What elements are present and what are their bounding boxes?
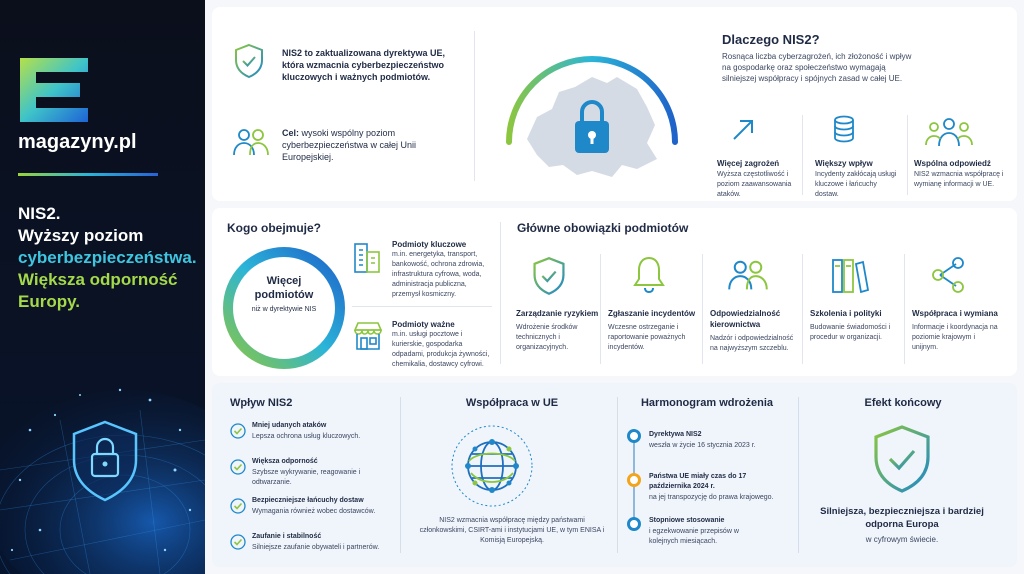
duty-text-1: Wdrożenie środków technicznych i organizacyjnych.	[516, 324, 578, 351]
magazyny-logo	[18, 56, 90, 124]
impact-item-text: Silniejsze zaufanie obywateli i partnerów.	[252, 544, 380, 551]
entity-title-2: Podmioty ważne	[392, 320, 455, 329]
share-icon	[930, 256, 966, 294]
timeline-item-title: Dyrektywa NIS2	[649, 431, 702, 438]
why-item-text-1: Wyższa częstotliwość i poziom zaawansowania ataków.	[717, 171, 792, 198]
headline-line-1: NIS2.	[18, 204, 61, 223]
divider	[798, 397, 799, 553]
divider	[617, 397, 618, 553]
impact-item	[230, 496, 390, 532]
duty-title-4: Szkolenia i polityki	[810, 309, 882, 318]
globe-network-icon	[449, 423, 535, 509]
impact-card	[212, 383, 1017, 567]
duty-text-4: Budowanie świadomości i procedur w organizacji.	[810, 324, 891, 341]
duties-title: Główne obowiązki podmiotów	[517, 221, 689, 235]
impact-list	[230, 421, 390, 562]
headline	[18, 203, 197, 313]
impact-item-title: Mniej udanych ataków	[252, 422, 327, 429]
effect-title: Efekt końcowy	[864, 397, 942, 409]
impact-item	[230, 457, 390, 496]
why-item-title-2: Większy wpływ	[815, 159, 873, 168]
bell-icon	[632, 254, 666, 294]
books-icon	[830, 256, 870, 296]
shield-check-icon	[870, 423, 934, 495]
database-icon	[832, 115, 856, 143]
left-panel	[0, 0, 205, 574]
glowing-globe-lock-illustration	[0, 360, 205, 574]
headline-line-2: Wyższy poziom	[18, 226, 144, 245]
why-item-text-3: NIS2 wzmacnia współpracę i wymianę informacji w UE.	[914, 171, 1004, 188]
timeline-item-title: Stopniowe stosowanie	[649, 517, 725, 524]
ring-title: Więcej podmiotów	[254, 275, 314, 301]
divider	[802, 115, 803, 195]
divider	[904, 254, 905, 364]
buildings-icon	[352, 238, 382, 274]
entity-text-2: m.in. usługi pocztowe i kurierskie, gospodarka odpadami, produkcja żywności, chemikalia, dostawcy cyfrowi.	[392, 331, 490, 368]
impact-title: Wpływ NIS2	[230, 397, 293, 409]
brand-underline	[18, 173, 158, 176]
why-item-title-3: Wspólna odpowiedź	[914, 159, 991, 168]
people-icon	[727, 258, 769, 292]
duty-title-5: Współpraca i wymiana	[912, 309, 998, 318]
coop-text: NIS2 wzmacnia współpracę między państwami członkowskimi, CSIRT-ami i instytucjami UE, w tym ENISA i Komisją Europejską.	[419, 517, 605, 544]
intro-goal-label: Cel:	[282, 128, 300, 138]
timeline-dot	[627, 473, 641, 487]
divider	[474, 31, 475, 181]
why-item-text-2: Incydenty zakłócają usługi kluczowe i łańcuchy dostaw.	[815, 171, 897, 198]
divider	[802, 254, 803, 364]
check-circle-icon	[230, 423, 246, 439]
why-item-title-1: Więcej zagrożeń	[717, 159, 780, 168]
headline-line-5: Europy.	[18, 292, 81, 311]
intro-text-2	[282, 127, 460, 163]
timeline-item-title: Państwa UE miały czas do 17 października 2024 r.	[649, 473, 747, 490]
timeline-item-text: na jej transpozycję do prawa krajowego.	[649, 494, 774, 501]
divider	[702, 254, 703, 364]
duty-title-3: Odpowiedzialność kierownictwa	[710, 309, 781, 329]
headline-line-4: Większa odporność	[18, 270, 178, 289]
impact-item-text: Lepsza ochrona usług kluczowych.	[252, 433, 361, 440]
ring-subtitle: niż w dyrektywie NIS	[251, 306, 317, 313]
impact-item-text: Wymagania również wobec dostawców.	[252, 508, 376, 515]
divider	[400, 397, 401, 553]
divider	[500, 222, 501, 364]
impact-item-title: Zaufanie i stabilność	[252, 533, 322, 540]
check-circle-icon	[230, 459, 246, 475]
why-text: Rosnąca liczba cyberzagrożeń, ich złożoność i wpływ na gospodarkę oraz społeczeństwo wymagają silniejszej współpracy i spójnych zasad w całej UE.	[722, 52, 912, 83]
intro-goal-text: wysoki wspólny poziom cyberbezpieczeństwa w całej Unii Europejskiej.	[282, 128, 417, 162]
coop-title: Współpraca w UE	[465, 397, 559, 409]
people-icon	[232, 127, 270, 157]
intro-card	[212, 7, 1017, 201]
timeline-item-text: weszła w życie 16 stycznia 2023 r.	[649, 442, 756, 449]
group-icon	[924, 117, 974, 147]
brand-name: magazyny.pl	[18, 131, 137, 153]
why-title: Dlaczego NIS2?	[722, 32, 820, 47]
scope-duties-card	[212, 208, 1017, 376]
timeline-dot	[627, 429, 641, 443]
impact-item	[230, 532, 390, 562]
entity-text-1: m.in. energetyka, transport, bankowość, ochrona zdrowia, infrastruktura cyfrowa, woda, administracja publiczna, przemysł kosmiczny.	[392, 251, 485, 298]
shield-check-icon	[532, 256, 566, 296]
shield-check-icon	[234, 43, 264, 79]
duty-text-5: Informacje i koordynacja na poziomie krajowym i unijnym.	[912, 324, 998, 351]
check-circle-icon	[230, 534, 246, 550]
divider	[352, 306, 492, 307]
effect-headline: Silniejsza, bezpieczniejsza i bardziej odporna Europa	[820, 506, 984, 530]
impact-item-title: Bezpieczniejsze łańcuchy dostaw	[252, 497, 364, 504]
timeline-title: Harmonogram wdrożenia	[640, 397, 774, 409]
ring-label	[232, 274, 336, 315]
timeline-item-text: i egzekwowanie przepisów w kolejnych miesiącach.	[649, 528, 739, 545]
effect-text: w cyfrowym świecie.	[865, 535, 939, 544]
impact-item-text: Szybsze wykrywanie, reagowanie i odtwarzanie.	[252, 469, 361, 486]
impact-item	[230, 421, 390, 457]
duty-text-3: Nadzór i odpowiedzialność na najwyższym szczeblu.	[710, 335, 794, 352]
headline-line-3: cyberbezpieczeństwa.	[18, 248, 197, 267]
entity-title-1: Podmioty kluczowe	[392, 240, 467, 249]
divider	[600, 254, 601, 364]
intro-text-1: NIS2 to zaktualizowana dyrektywa UE, która wzmacnia cyberbezpieczeństwo kluczowych i ważnych podmiotów.	[282, 48, 446, 82]
duty-title-2: Zgłaszanie incydentów	[608, 309, 696, 318]
scope-title: Kogo obejmuje?	[227, 221, 321, 235]
duty-title-1: Zarządzanie ryzykiem	[516, 309, 599, 318]
divider	[907, 115, 908, 195]
timeline-dot	[627, 517, 641, 531]
eu-map-lock-illustration	[497, 47, 687, 197]
check-circle-icon	[230, 498, 246, 514]
shop-icon	[352, 320, 384, 352]
duty-text-2: Wczesne ostrzeganie i raportowanie poważnych incydentów.	[608, 324, 686, 351]
impact-item-title: Większa odporność	[252, 458, 318, 465]
arrow-up-right-icon	[730, 117, 756, 143]
